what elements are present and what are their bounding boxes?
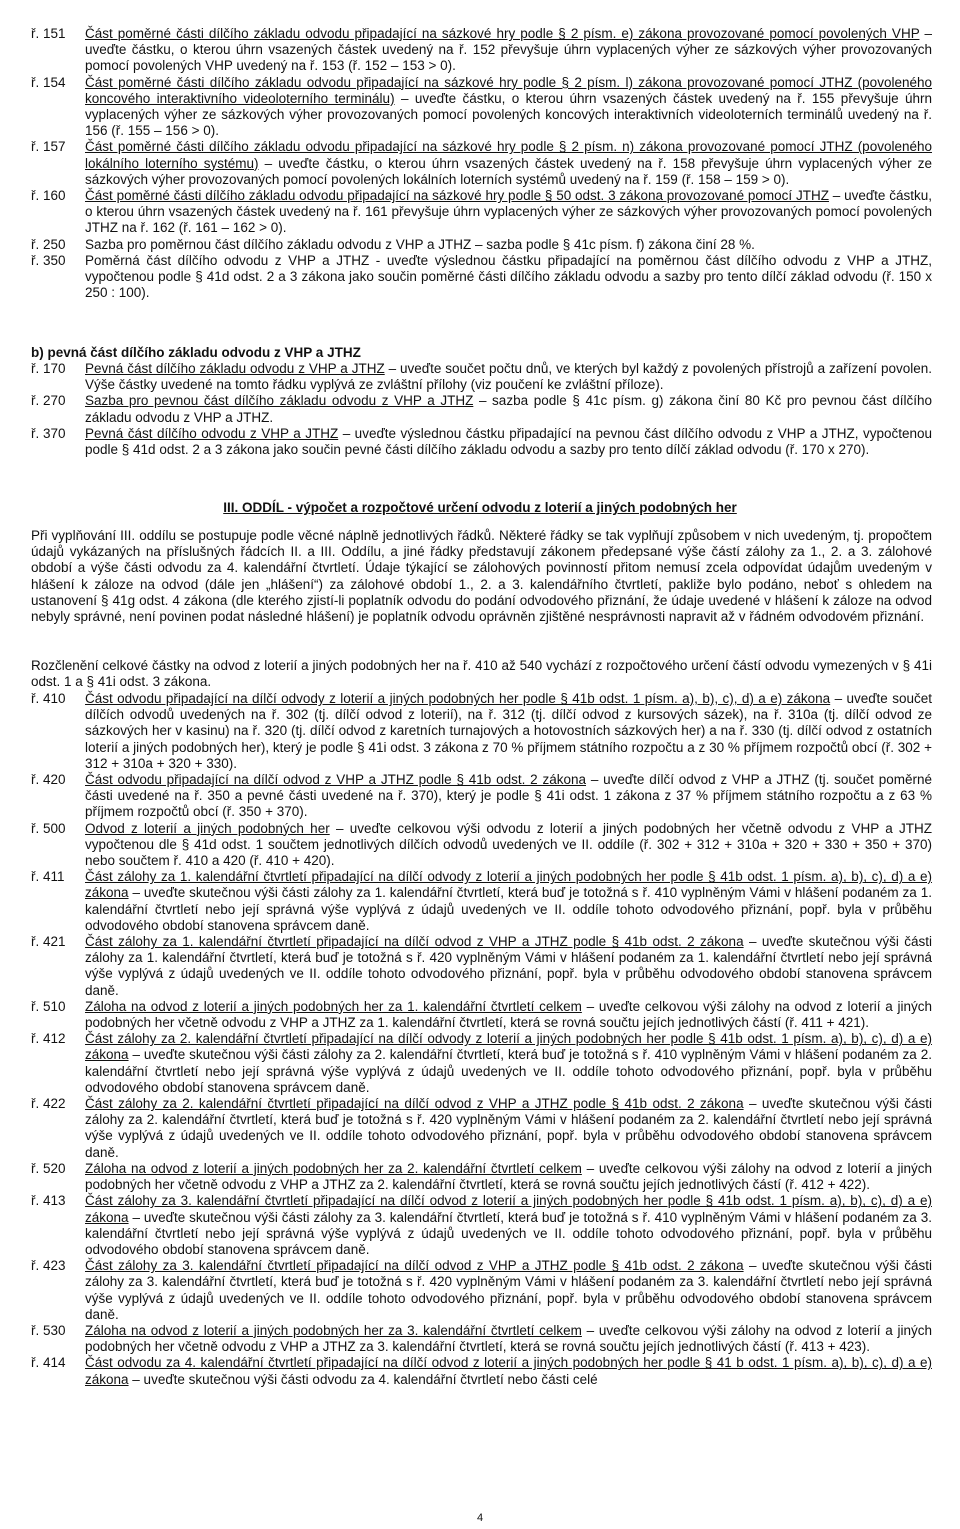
line-title: Část zálohy za 1. kalendářní čtvrtletí připadající na dílčí odvod z VHP a JTHZ podle § 41b odst. 2 zákona: [85, 934, 744, 950]
line-code: ř. 414: [31, 1355, 66, 1371]
line-item: [0, 75, 960, 140]
line-title: Část odvodu připadající na dílčí odvod z VHP a JTHZ podle § 41b odst. 2 zákona: [85, 772, 587, 788]
line-description: [85, 237, 932, 253]
line-code: ř. 160: [31, 188, 66, 204]
line-item: [0, 772, 960, 821]
line-item: [0, 869, 960, 934]
line-description: [85, 426, 932, 458]
line-description: [85, 772, 932, 821]
line-code: ř. 411: [31, 869, 65, 885]
line-item: [0, 139, 960, 188]
line-description: [85, 139, 932, 188]
line-text: – uveďte skutečnou výši části zálohy za 3. kalendářní čtvrtletí, která buď je totožná s ř. 420 vyplněným Vámi v hlášení podaném za 3. kalendářní čtvrtletí nebo její správná výše vyplývá z údajů uvedených ve II. oddíle tohoto odvodového přiznání, popř. byla v průběhu odvodového období stanovena správcem daně.: [85, 1258, 932, 1322]
line-code: ř. 157: [31, 139, 66, 155]
line-code: ř. 420: [31, 772, 66, 788]
line-code: ř. 500: [31, 820, 66, 836]
line-description: [85, 821, 932, 870]
line-item: [0, 1193, 960, 1258]
line-item: [0, 253, 960, 302]
line-text: Poměrná část dílčího odvodu z VHP a JTHZ - uveďte výslednou částku připadající na poměrnou část dílčího odvodu z VHP a JTHZ, vypočtenou podle § 41d odst. 2 a 3 zákona jako součin poměrné části dílčího základu odvodu a sazby pro tento dílčí základ odvodu (ř. 150 x 250 : 100).: [85, 252, 932, 301]
line-item: [0, 1096, 960, 1161]
line-text: – uveďte částku, o kterou úhrn vsazených částek uvedený na ř. 158 převyšuje úhrn vyplacených výher ze sázkových výher provozovaných pomocí povolených lokálních loterních systémů uvedený na ř. 159 (ř. 158 – 159 > 0).: [85, 155, 932, 187]
line-title: Záloha na odvod z loterií a jiných podobných her za 1. kalendářní čtvrtletí celkem: [85, 998, 582, 1014]
line-title: Část odvodu za 4. kalendářní čtvrtletí připadající na dílčí odvod z loterií a jiných podobných her podle § 41 b odst. 1 písm. a), b), c), d) a e) zákona: [85, 1355, 932, 1387]
line-text: – uveďte skutečnou výši části zálohy za 3. kalendářní čtvrtletí, která buď je totožná s ř. 410 vyplněným Vámi v hlášení podaném za 3. kalendářní čtvrtletí nebo její správná výše vyplývá z údajů uvedených ve II. oddíle tohoto odvodového přiznání, popř. byla v průběhu odvodového období stanovena správcem daně.: [85, 1209, 932, 1257]
line-text: – uveďte součet počtu dnů, ve kterých byl každý z povolených přístrojů a zařízení povolen. Výše částky uvedené na tomto řádku vyplývá ze zvláštní přílohy (viz poučení ke zvláštní příloze).: [85, 361, 932, 393]
line-title: Část zálohy za 2. kalendářní čtvrtletí připadající na dílčí odvody z loterií a jiných podobných her podle § 41b odst. 1 písm. a), b), c), d) a e) zákona: [85, 1031, 932, 1063]
line-item: [0, 393, 960, 425]
line-description: [85, 869, 932, 934]
subsection-heading-b: b) pevná část dílčího základu odvodu z VHP a JTHZ: [31, 345, 361, 360]
line-text: – uveďte součet dílčích odvodů uvedených na ř. 302 (tj. dílčí odvod z loterií), na ř. 312 (tj. dílčí odvod z kursových sázek), na ř. 310a (tj. dílčí odvod ze sázkových her v kasinu) na ř. 320 (tj. dílčí odvod z karetních turnajových a hotovostních sázkových her) a na ř. 330 (tj. dílčí odvod z ostatních loterií a jiných podobných her), který je podle § 41i odst. 3 zákona z 70 % příjmem státního rozpočtu a z 30 % příjmem rozpočtů obcí (ř. 302 + 312 + 310a + 320 + 330).: [85, 691, 932, 771]
line-description: [85, 1258, 932, 1323]
line-title: Záloha na odvod z loterií a jiných podobných her za 3. kalendářní čtvrtletí celkem: [85, 1322, 582, 1338]
line-code: ř. 413: [31, 1193, 66, 1209]
line-item: [0, 1031, 960, 1096]
line-description: [85, 1193, 932, 1258]
line-description: [85, 1355, 932, 1387]
line-title: Část zálohy za 3. kalendářní čtvrtletí připadající na dílčí odvod z VHP a JTHZ podle § 41b odst. 2 zákona: [85, 1258, 744, 1274]
line-item: [0, 999, 960, 1031]
section-ii-rows: [0, 26, 960, 301]
line-code: ř. 421: [31, 934, 66, 950]
line-title: Záloha na odvod z loterií a jiných podobných her za 2. kalendářní čtvrtletí celkem: [85, 1160, 582, 1176]
line-title: Část poměrné části dílčího základu odvodu připadající na sázkové hry podle § 50 odst. 3 zákona provozované pomocí JTHZ: [85, 188, 829, 204]
line-title: Sazba pro pevnou část dílčího základu odvodu z VHP a JTHZ: [85, 393, 474, 409]
line-description: [85, 1323, 932, 1355]
line-item: [0, 26, 960, 75]
line-title: Část poměrné části dílčího základu odvodu připadající na sázkové hry podle § 2 písm. l) zákona provozované pomocí JTHZ (povoleného koncového interaktivního videoloterního terminálu): [85, 74, 932, 106]
line-text: – uveďte celkovou výši zálohy na odvod z loterií a jiných podobných her včetně odvodu z VHP a JTHZ za 2. kalendářní čtvrtletí, která se rovná součtu jejích jednotlivých částí (ř. 412 + 422).: [85, 1160, 932, 1193]
line-code: ř. 350: [31, 252, 66, 268]
line-code: ř. 250: [31, 236, 66, 252]
section-iii-intro: Při vyplňování III. oddílu se postupuje podle věcné náplně jednotlivých řádků. Některé řádky se tak vyplňují způsobem v nich uvedeným, tj. propočtem údajů vykázaných na příslušných řádcích II. a III. Oddílu, a jiné řádky představují zákonem předepsané výše částí zálohy za 1., 2. a 3. zálohové období a výše části odvodu za 4. kalendářní čtvrtletí. Údaje týkající se zálohových povinností přitom nemusí zcela odpovídat údajům uvedeným v hlášení k záloze na odvod (dále jen „hlášení“) za zálohové období 1., 2. a 3. kalendářního čtvrtletí, pakliže bylo podáno, neboť s ohledem na ustanovení § 41g odst. 4 zákona (dle kterého zjistí-li poplatník odvodu do podání odvodového přiznání, že údaje uvedené v hlášení k záloze na odvod nebyly správné, není povinen podat následné hlášení) je poplatník odvodu oprávněn zjištěné nesprávnosti napravit až v řádném odvodovém přiznání.: [31, 528, 932, 625]
line-code: ř. 154: [31, 74, 66, 90]
line-text: – uveďte skutečnou výši části zálohy za 1. kalendářní čtvrtletí, která buď je totožná s ř. 410 vyplněným Vámi v hlášení podaném za 1. kalendářní čtvrtletí nebo její správná výše vyplývá z údajů uvedených ve II. oddíle tohoto odvodového přiznání, popř. byla v průběhu odvodového období stanovena správcem daně.: [85, 885, 932, 933]
line-item: [0, 1323, 960, 1355]
line-title: Část poměrné části dílčího základu odvodu připadající na sázkové hry podle § 2 písm. n) zákona provozované pomocí JTHZ (povoleného lokálního loterního systému): [85, 139, 932, 171]
line-text: – uveďte částku, o kterou úhrn vsazených částek uvedený na ř. 152 převyšuje úhrn vyplacených výher ze sázkových výher provozovaných pomocí povolených VHP uvedený na ř. 153 (ř. 152 – 153 > 0).: [85, 26, 932, 74]
line-item: [0, 1355, 960, 1387]
line-item: [0, 1161, 960, 1193]
line-code: ř. 410: [31, 691, 66, 706]
line-description: [85, 934, 932, 999]
section-iii-rows: [0, 691, 960, 1388]
line-title: Odvod z loterií a jiných podobných her: [85, 820, 330, 836]
line-item: [0, 821, 960, 870]
line-description: [85, 393, 932, 425]
line-item: [0, 237, 960, 253]
line-code: ř. 520: [31, 1160, 66, 1176]
line-title: Část zálohy za 1. kalendářní čtvrtletí připadající na dílčí odvody z loterií a jiných podobných her podle § 41b odst. 1 písm. a), b), c), d) a e) zákona: [85, 869, 932, 901]
line-text: – uveďte skutečnou výši části zálohy za 2. kalendářní čtvrtletí, která buď je totožná s ř. 410 vyplněným Vámi v hlášení podaném za 2. kalendářní čtvrtletí nebo její správná výše vyplývá z údajů uvedených ve II. oddíle tohoto odvodového přiznání, popř. byla v průběhu odvodového období stanovena správcem daně.: [85, 1047, 932, 1095]
line-text: – uveďte výslednou částku připadající na pevnou část dílčího odvodu z VHP a JTHZ, vypočtenou podle § 41d odst. 2 a 3 zákona jako součin pevné části dílčího základu odvodu a sazby pro tento dílčí základ odvodu (ř. 170 x 270).: [85, 425, 932, 458]
line-description: [85, 691, 932, 772]
line-text: – uveďte skutečnou výši části zálohy za 1. kalendářní čtvrtletí, která buď je totožná s ř. 420 vyplněným Vámi v hlášení podaném za 1. kalendářní čtvrtletí nebo její správná výše vyplývá z údajů uvedených ve II. oddíle tohoto odvodového přiznání, popř. byla v průběhu odvodového období stanovena správcem daně.: [85, 934, 932, 998]
line-text: – uveďte celkovou výši zálohy na odvod z loterií a jiných podobných her včetně odvodu z VHP a JTHZ za 1. kalendářní čtvrtletí, která se rovná součtu jejích jednotlivých částí (ř. 411 + 421).: [85, 998, 932, 1031]
line-code: ř. 530: [31, 1322, 66, 1338]
line-code: ř. 370: [31, 425, 66, 441]
line-item: [0, 691, 960, 772]
line-code: ř. 270: [31, 393, 66, 409]
line-description: [85, 999, 932, 1031]
line-description: [85, 26, 932, 75]
line-text: – uveďte dílčí odvod z VHP a JTHZ (tj. součet poměrné části uvedené na ř. 350 a pevné části uvedené na ř. 370), který je podle § 41i odst. 1 zákona z 37 % příjmem státního rozpočtu a z 63 % příjmem rozpočtů obcí (ř. 350 + 370).: [85, 772, 932, 820]
line-code: ř. 423: [31, 1258, 66, 1274]
line-title: Část poměrné části dílčího základu odvodu připadající na sázkové hry podle § 2 písm. e) zákona provozované pomocí povolených VHP: [85, 26, 920, 41]
line-description: [85, 75, 932, 140]
line-title: Pevná část dílčího odvodu z VHP a JTHZ: [85, 425, 339, 441]
line-text: – uveďte skutečnou výši části odvodu za 4. kalendářní čtvrtletí nebo části celé: [128, 1371, 598, 1387]
line-description: [85, 1031, 932, 1096]
line-item: [0, 934, 960, 999]
page-number: 4: [476, 1512, 484, 1524]
line-code: ř. 510: [31, 998, 66, 1014]
line-title: Pevná část dílčího základu odvodu z VHP a JTHZ: [85, 361, 385, 376]
line-title: Část zálohy za 2. kalendářní čtvrtletí připadající na dílčí odvod z VHP a JTHZ podle § 41b odst. 2 zákona: [85, 1096, 744, 1112]
line-item: [0, 188, 960, 237]
line-text: – uveďte celkovou výši odvodu z loterií a jiných podobných her včetně odvodu z VHP a JTHZ vypočtenou dle § 41d odst. 1 součtem jednotlivých dílčích odvodů uvedených ve II. oddíle (ř. 302 + 312 + 310a + 320 + 330 + 350 + 370) nebo součtem ř. 410 a 420 (ř. 410 + 420).: [85, 820, 932, 869]
line-text: – uveďte částku, o kterou úhrn vsazených částek uvedený na ř. 155 převyšuje úhrn vyplacených výher ze sázkových výher provozovaných pomocí povolených koncových interaktivních videoloterních terminálů uvedený na ř. 156 (ř. 155 – 156 > 0).: [85, 90, 932, 139]
section-iii-title: III. ODDÍL - výpočet a rozpočtové určení odvodu z loterií a jiných podobných her: [223, 500, 737, 515]
line-text: – sazba podle § 41c písm. g) zákona činí 80 Kč pro pevnou část dílčího základu odvodu z VHP a JTHZ.: [85, 393, 932, 425]
line-item: [0, 1258, 960, 1323]
section-iii-intro-2: Rozčlenění celkové částky na odvod z loterií a jiných podobných her na ř. 410 až 540 vychází z rozpočtového určení částí odvodu vymezených v § 41i odst. 1 a § 41i odst. 3 zákona.: [31, 658, 932, 690]
line-code: ř. 412: [31, 1031, 66, 1047]
line-code: ř. 151: [31, 26, 66, 41]
line-text: – uveďte částku, o kterou úhrn vsazených částek uvedený na ř. 161 převyšuje úhrn vyplacených výher ze sázkových výher provozovaných pomocí povolených JTHZ na ř. 162 (ř. 161 – 162 > 0).: [85, 188, 932, 236]
section-ii-b-rows: [0, 361, 960, 458]
line-code: ř. 170: [31, 361, 66, 376]
line-code: ř. 422: [31, 1096, 66, 1112]
line-title: Část odvodu připadající na dílčí odvody z loterií a jiných podobných her podle § 41b odst. 1 písm. a), b), c), d) a e) zákona: [85, 691, 831, 706]
line-description: [85, 361, 932, 393]
line-description: [85, 188, 932, 237]
line-title: Část zálohy za 3. kalendářní čtvrtletí připadající na dílčí odvod z loterií a jiných podobných her podle § 41b odst. 1 písm. a), b), c), d) a e) zákona: [85, 1193, 932, 1225]
line-text: – uveďte celkovou výši zálohy na odvod z loterií a jiných podobných her včetně odvodu z VHP a JTHZ za 3. kalendářní čtvrtletí, která se rovná součtu jejích jednotlivých částí (ř. 413 + 423).: [85, 1322, 932, 1355]
line-item: [0, 426, 960, 458]
line-description: [85, 1161, 932, 1193]
line-description: [85, 253, 932, 302]
line-text: – uveďte skutečnou výši části zálohy za 2. kalendářní čtvrtletí, která buď je totožná s ř. 420 vyplněným Vámi v hlášení podaném za 2. kalendářní čtvrtletí nebo její správná výše vyplývá z údajů uvedených ve II. oddíle tohoto odvodového přiznání, popř. byla v průběhu odvodového období stanovena správcem daně.: [85, 1096, 932, 1160]
line-description: [85, 1096, 932, 1161]
line-text: Sazba pro poměrnou část dílčího základu odvodu z VHP a JTHZ – sazba podle § 41c písm. f) zákona činí 28 %.: [85, 236, 755, 252]
line-item: [0, 361, 960, 393]
